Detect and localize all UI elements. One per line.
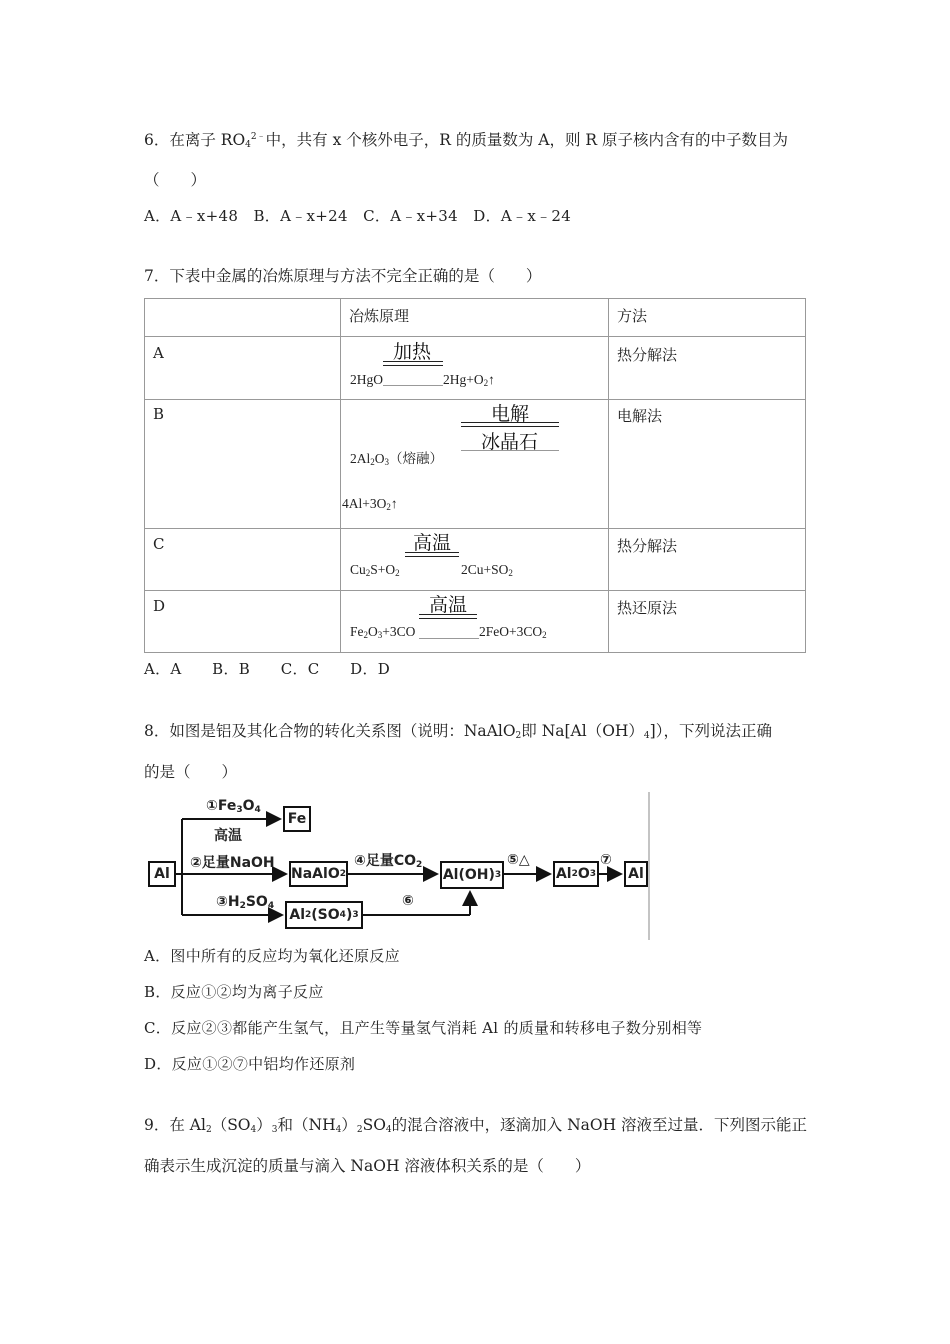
label-r4: ④足量$CO_2$ (354, 853, 423, 870)
q8-stem-line1: 8．如图是铝及其化合物的转化关系图（说明：NaAlO$_2$即 $Na[Al(OH)_4]$），下列说法正确 (144, 722, 772, 741)
label-r7: ⑦ (600, 852, 612, 868)
q9-stem-line2: 确表示生成沉淀的质量与滴入 NaOH 溶液体积关系的是（ ） (144, 1157, 591, 1175)
q7-options: A．A B．B C．C D．D (144, 660, 391, 678)
q8-option-d: D．反应①②⑦中铝均作还原剂 (144, 1055, 356, 1073)
q8-stem-line2: 的是（ ） (144, 763, 238, 781)
header-method: 方法 (617, 307, 648, 325)
box-naalo2: NaAlO 2 (289, 861, 348, 887)
row-d-products: $2FeO+3CO_2$ (479, 624, 547, 640)
label-r1: $①Fe_3O_4$ (206, 798, 261, 815)
box-al2o3: Al 2 O 3 (553, 861, 599, 887)
label-r6: ⑥ (402, 893, 414, 909)
box-al2so43: Al 2 (SO 4 ) 3 (285, 901, 363, 929)
row-b-label: B (153, 405, 165, 423)
row-b-products: $4Al+3O_2↑$ (342, 496, 398, 512)
q7-stem: 7．下表中金属的冶炼原理与方法不完全正确的是（ ） (144, 267, 542, 285)
label-r1-condition: 高温 (214, 828, 242, 844)
label-r2: ②足量NaOH (190, 855, 275, 871)
row-a-condition: 加热 (393, 341, 432, 363)
row-b-condition-bottom: 冰晶石 (481, 431, 539, 453)
row-a-method: 热分解法 (617, 346, 678, 364)
row-a-products: $2Hg+O_2↑$ (443, 372, 495, 388)
q6-stem-line2: （ ） (144, 171, 207, 189)
label-r3: $③H_2SO_4$ (216, 894, 275, 911)
box-aloh3: Al(OH) 3 (440, 861, 504, 889)
row-c-label: C (153, 535, 165, 553)
q7-table (144, 298, 806, 653)
q8-option-b: B．反应①②均为离子反应 (144, 983, 324, 1001)
row-b-method: 电解法 (617, 407, 663, 425)
q8-option-a: A．图中所有的反应均为氧化还原反应 (144, 947, 400, 965)
row-d-method: 热还原法 (617, 599, 678, 617)
row-d-reactants: $Fe_2O_3+3CO$ (350, 624, 416, 640)
box-al-end: Al (624, 861, 648, 887)
aluminum-conversion-diagram (144, 792, 650, 940)
row-b-reactants: $2Al_2O_3$（熔融） (350, 451, 443, 467)
row-c-method: 热分解法 (617, 537, 678, 555)
row-c-condition: 高温 (413, 532, 452, 554)
q6-options: A．A﹣x+48 B．A﹣x+24 C．A﹣x+34 D．A﹣x﹣24 (144, 207, 572, 225)
header-principle: 冶炼原理 (349, 307, 410, 325)
q6-stem-line1: 6．在离子 $RO_4^{2﹣}$中，共有 x 个核外电子，R 的质量数为 A，则 R 原子核内含有的中子数目为 (144, 131, 788, 150)
q8-option-c: C．反应②③都能产生氢气，且产生等量氢气消耗 Al 的质量和转移电子数分别相等 (144, 1019, 703, 1037)
row-d-condition: 高温 (429, 594, 468, 616)
label-r5: ⑤△ (507, 852, 530, 868)
row-a-reactants: 2HgO (350, 372, 383, 387)
box-al-start: Al (148, 861, 176, 887)
q9-stem-line1: 9．在 $Al_2(SO_4)_3$和$(NH_4)_2SO_4$的混合溶液中，逐滴加入 NaOH 溶液至过量．下列图示能正 (144, 1116, 808, 1135)
row-c-products: $2Cu+SO_2$ (461, 562, 513, 578)
row-c-reactants: $Cu_2S+O_2$ (350, 562, 400, 578)
row-b-condition-top: 电解 (491, 403, 530, 425)
row-a-label: A (153, 344, 164, 362)
row-d-label: D (153, 597, 166, 615)
box-fe: Fe (283, 806, 311, 832)
